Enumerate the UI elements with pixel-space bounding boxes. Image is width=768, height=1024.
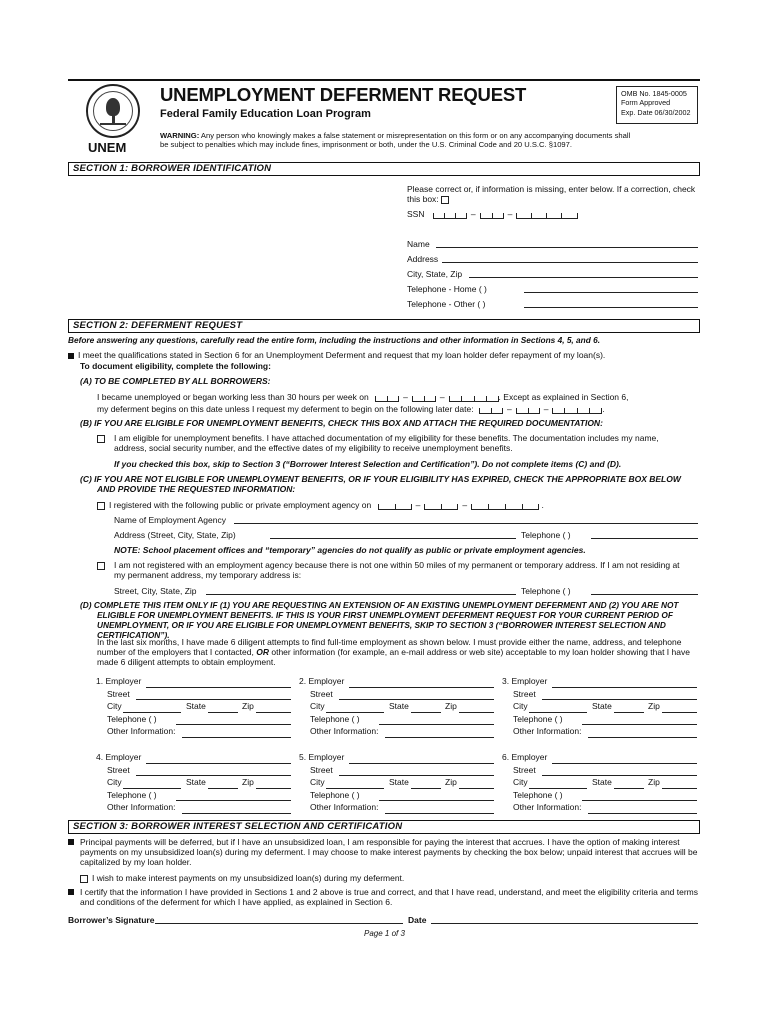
street-field[interactable]	[136, 775, 291, 776]
omb-approved: Form Approved	[621, 98, 671, 108]
state-label: State	[186, 777, 206, 787]
telephone-field[interactable]	[176, 724, 291, 725]
later-month-field[interactable]	[479, 404, 503, 414]
item-b-skip: If you checked this box, skip to Section 3 (“Borrower Interest Selection and Certification”). Do not complete items (C) and (D).	[114, 459, 622, 469]
street-label: Street	[107, 764, 130, 775]
ssn-row: SSN – –	[407, 209, 578, 219]
other-info-field[interactable]	[182, 737, 291, 738]
street-field[interactable]	[542, 775, 697, 776]
other-info-label: Other Information:	[513, 726, 582, 736]
top-rule	[68, 79, 700, 81]
telephone-label: Telephone ( )	[107, 713, 157, 724]
zip-field[interactable]	[662, 788, 697, 789]
form-code: UNEM	[88, 140, 127, 155]
zip-label: Zip	[445, 777, 457, 787]
correction-note: Please correct or, if information is missing, enter below. If a correction, check this box:	[407, 184, 696, 205]
telephone-field[interactable]	[582, 800, 697, 801]
city-field[interactable]	[326, 788, 384, 789]
form-subtitle: Federal Family Education Loan Program	[160, 108, 371, 120]
other-info-field[interactable]	[588, 737, 697, 738]
employer-label: 2. Employer	[299, 676, 345, 686]
city-field[interactable]	[326, 712, 384, 713]
temp-telephone-label: Telephone ( )	[521, 586, 571, 596]
item-c-not-registered: I am not registered with an employment agency because there is not one within 50 miles of my permanent or temporary address. If I am not residing at my permanent address, my temporary address is:	[97, 560, 687, 580]
employer-name-field[interactable]	[349, 687, 494, 688]
benefits-checkbox[interactable]	[97, 435, 105, 443]
item-c-title: (C) IF YOU ARE NOT ELIGIBLE FOR UNEMPLOYMENT BENEFITS, OR IF YOUR ELIGIBILITY HAS EXPIRED, CHECK THE APPROPRIATE BOX BELOW AND PROVIDE THE REQUESTED INFORMATION:	[80, 474, 681, 495]
agency-address-label: Address (Street, City, State, Zip)	[114, 530, 236, 540]
item-b-title: (B) IF YOU ARE ELIGIBLE FOR UNEMPLOYMENT BENEFITS, CHECK THIS BOX AND ATTACH THE REQUIRED DOCUMENTATION:	[80, 418, 603, 428]
city-label: City, State, Zip	[407, 269, 463, 279]
telephone-field[interactable]	[379, 724, 494, 725]
employer-label: 6. Employer	[502, 752, 548, 762]
agency-telephone-label: Telephone ( )	[521, 530, 571, 540]
item-a-line1: I became unemployed or began working less than 30 hours per week on – – . Except as explained in Section 6,	[97, 392, 629, 402]
document-heading: To document eligibility, complete the following:	[80, 361, 271, 371]
street-field[interactable]	[339, 775, 494, 776]
signature-label: Borrower’s Signature	[68, 915, 155, 925]
item-a-title: (A) TO BE COMPLETED BY ALL BORROWERS:	[80, 376, 271, 386]
street-label: Street	[513, 688, 536, 699]
item-b-text: I am eligible for unemployment benefits. I have attached documentation of my eligibility for these benefits. The documentation includes my name, address, social security number, and the effective dates of my eligibility to receive unemployment benefits.	[97, 433, 687, 453]
ssn-part3-field[interactable]	[516, 209, 578, 219]
employer-name-field[interactable]	[146, 763, 291, 764]
telephone-label: Telephone ( )	[310, 713, 360, 724]
agency-label: Name of Employment Agency	[114, 515, 226, 525]
temp-telephone-field[interactable]	[591, 585, 698, 595]
city-field[interactable]	[123, 788, 181, 789]
not-registered-checkbox[interactable]	[97, 562, 105, 570]
agency-telephone-field[interactable]	[591, 529, 698, 539]
zip-field[interactable]	[459, 788, 494, 789]
date-label: Date	[408, 915, 427, 925]
unemployed-day-field[interactable]	[412, 392, 436, 402]
employer-label: 1. Employer	[96, 676, 142, 686]
agency-address-field[interactable]	[270, 529, 516, 539]
city-label: City	[513, 701, 528, 711]
employer-block-4	[96, 752, 291, 815]
employer-block-5	[299, 752, 494, 815]
zip-field[interactable]	[662, 712, 697, 713]
state-label: State	[389, 777, 409, 787]
ssn-part1-field[interactable]	[433, 209, 467, 219]
state-field[interactable]	[411, 788, 441, 789]
telephone-label: Telephone ( )	[107, 789, 157, 800]
agency-field[interactable]	[234, 514, 698, 524]
telephone-label: Telephone ( )	[310, 789, 360, 800]
zip-label: Zip	[445, 701, 457, 711]
telephone-field[interactable]	[379, 800, 494, 801]
item-a-line2: my deferment begins on this date unless I request my deferment to begin on the following later date: – – .	[97, 404, 605, 414]
other-info-label: Other Information:	[310, 726, 379, 736]
form-title: UNEMPLOYMENT DEFERMENT REQUEST	[160, 84, 527, 105]
zip-field[interactable]	[256, 712, 291, 713]
later-year-field[interactable]	[552, 404, 602, 414]
state-field[interactable]	[614, 712, 644, 713]
state-label: State	[592, 701, 612, 711]
other-info-label: Other Information:	[107, 726, 176, 736]
other-info-field[interactable]	[182, 813, 291, 814]
employer-name-field[interactable]	[552, 687, 697, 688]
other-info-field[interactable]	[588, 813, 697, 814]
tel-other-label: Telephone - Other ( )	[407, 299, 486, 309]
item-c-note: NOTE: School placement offices and “temporary” agencies do not qualify as public or private employment agencies.	[114, 545, 586, 555]
street-label: Street	[310, 764, 333, 775]
city-field[interactable]	[469, 268, 698, 278]
telephone-label: Telephone ( )	[513, 713, 563, 724]
zip-label: Zip	[242, 777, 254, 787]
section1-header: SECTION 1: BORROWER IDENTIFICATION	[68, 162, 700, 176]
street-field[interactable]	[339, 699, 494, 700]
city-field[interactable]	[123, 712, 181, 713]
street-field[interactable]	[136, 699, 291, 700]
telephone-field[interactable]	[176, 800, 291, 801]
certify-statement: I certify that the information I have provided in Sections 1 and 2 above is true and correct, and that I have read, understand, and meet the eligibility criteria and terms and conditions of the deferment for which I have applied, as explained in Section 6.	[68, 887, 698, 907]
temp-address-field[interactable]	[206, 585, 516, 595]
other-info-label: Other Information:	[107, 802, 176, 812]
city-field[interactable]	[529, 788, 587, 789]
employer-block-6	[502, 752, 697, 815]
employer-name-field[interactable]	[552, 763, 697, 764]
omb-number: OMB No. 1845-0005	[621, 89, 687, 98]
interest-option: I wish to make interest payments on my unsubsidized loan(s) during my deferment.	[80, 873, 404, 883]
omb-box	[616, 86, 698, 124]
name-field[interactable]	[436, 238, 698, 248]
zip-label: Zip	[648, 701, 660, 711]
section3-header: SECTION 3: BORROWER INTEREST SELECTION AND CERTIFICATION	[68, 820, 700, 834]
street-field[interactable]	[542, 699, 697, 700]
address-field[interactable]	[442, 253, 698, 263]
date-field[interactable]	[431, 914, 698, 924]
ssn-part2-field[interactable]	[480, 209, 504, 219]
city-label: City	[107, 701, 122, 711]
tel-home-label: Telephone - Home ( )	[407, 284, 487, 294]
tel-home-field[interactable]	[524, 283, 698, 293]
ssn-label: SSN	[407, 209, 425, 219]
other-info-label: Other Information:	[310, 802, 379, 812]
city-field[interactable]	[529, 712, 587, 713]
city-label: City	[107, 777, 122, 787]
street-label: Street	[107, 688, 130, 699]
principal-statement: Principal payments will be deferred, but if I have an unsubsidized loan, I am responsible for paying the interest that accrues. I have the option of making interest payments on my unsubsidized loan(s) during my deferment. I may choose to make interest payments by checking the box below; unpaid interest that accrues will be capitalized by my loan holder.	[68, 837, 698, 868]
state-label: State	[186, 701, 206, 711]
city-label: City	[310, 777, 325, 787]
zip-field[interactable]	[459, 712, 494, 713]
registered-day-field[interactable]	[424, 500, 458, 510]
address-label: Address	[407, 254, 439, 264]
state-field[interactable]	[411, 712, 441, 713]
interest-checkbox[interactable]	[80, 875, 88, 883]
registered-month-field[interactable]	[378, 500, 412, 510]
state-field[interactable]	[208, 788, 238, 789]
later-day-field[interactable]	[516, 404, 540, 414]
registered-checkbox[interactable]	[97, 502, 105, 510]
employer-block-2	[299, 676, 494, 739]
section2-header: SECTION 2: DEFERMENT REQUEST	[68, 319, 700, 333]
zip-label: Zip	[648, 777, 660, 787]
state-field[interactable]	[614, 788, 644, 789]
employer-label: 3. Employer	[502, 676, 548, 686]
other-info-field[interactable]	[385, 813, 494, 814]
city-label: City	[513, 777, 528, 787]
page-number: Page 1 of 3	[364, 929, 405, 938]
other-info-label: Other Information:	[513, 802, 582, 812]
department-seal-icon	[86, 84, 140, 138]
street-label: Street	[513, 764, 536, 775]
city-label: City	[310, 701, 325, 711]
warning-notice: WARNING: Any person who knowingly makes a false statement or misrepresentation on this form or on any accompanying documents shall be subject to penalties which may include fines, imprisonment or both, under the U.S. Criminal Code and 20 U.S.C. §1097.	[160, 131, 631, 149]
qualify-statement: I meet the qualifications stated in Section 6 for an Unemployment Deferment and request that my loan holder defer repayment of my loan(s).	[68, 350, 605, 360]
item-c-registered: I registered with the following public or private employment agency on – – .	[97, 500, 544, 510]
item-d-title: (D) COMPLETE THIS ITEM ONLY IF (1) YOU ARE REQUESTING AN EXTENSION OF AN EXISTING UNEMPLOYMENT DEFERMENT AND (2) YOU ARE NOT ELIGIBLE FOR UNEMPLOYMENT BENEFITS. IF THIS IS YOUR FIRST UNEMPLOYMENT DEFERMENT REQUEST FOR YOUR CURRENT PERIOD OF UNEMPLOYMENT, OR IF YOU ARE ELIGIBLE FOR UNEMPLOYMENT BENEFITS, SKIP TO SECTION 3 (“BORROWER INTEREST SELECTION AND CERTIFICATION”).	[80, 600, 679, 640]
correction-checkbox[interactable]	[441, 196, 449, 204]
employer-block-1	[96, 676, 291, 739]
telephone-label: Telephone ( )	[513, 789, 563, 800]
registered-year-field[interactable]	[471, 500, 539, 510]
state-field[interactable]	[208, 712, 238, 713]
telephone-field[interactable]	[582, 724, 697, 725]
item-d-text: In the last six months, I have made 6 diligent attempts to find full-time employment as shown below. I must provide either the name, address, and telephone number of the employers that I contacted, OR other information (for example, an e-mail address or web site) acceptable to my loan holder showing that I have made 6 diligent attempts to obtain employment.	[97, 637, 690, 668]
tel-other-field[interactable]	[524, 298, 698, 308]
employer-name-field[interactable]	[349, 763, 494, 764]
section2-intro: Before answering any questions, carefully read the entire form, including the instructions and other information in Sections 4, 5, and 6.	[68, 335, 601, 345]
signature-field[interactable]	[155, 914, 403, 924]
state-label: State	[389, 701, 409, 711]
name-label: Name	[407, 239, 430, 249]
unemployed-year-field[interactable]	[449, 392, 499, 402]
employer-name-field[interactable]	[146, 687, 291, 688]
employer-block-3	[502, 676, 697, 739]
employer-label: 5. Employer	[299, 752, 345, 762]
employer-label: 4. Employer	[96, 752, 142, 762]
street-label: Street	[310, 688, 333, 699]
omb-expiration: Exp. Date 06/30/2002	[621, 107, 691, 117]
unemployed-month-field[interactable]	[375, 392, 399, 402]
temp-address-label: Street, City, State, Zip	[114, 586, 197, 596]
state-label: State	[592, 777, 612, 787]
zip-field[interactable]	[256, 788, 291, 789]
zip-label: Zip	[242, 701, 254, 711]
other-info-field[interactable]	[385, 737, 494, 738]
